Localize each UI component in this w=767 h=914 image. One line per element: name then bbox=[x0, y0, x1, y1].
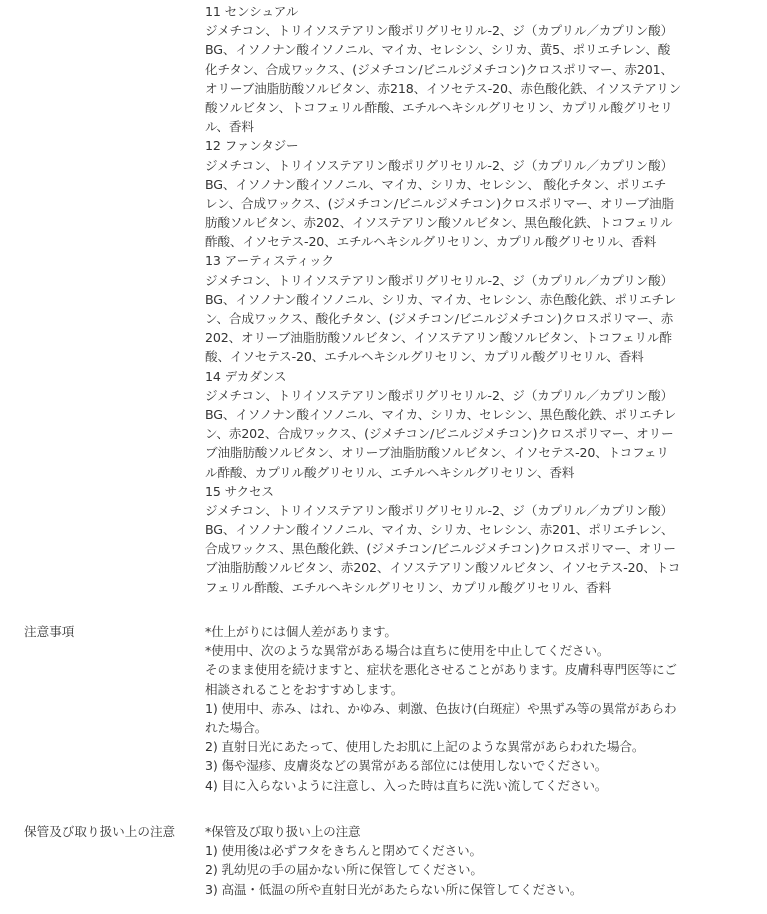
storage-line: 3) 高温・低温の所や直射日光があたらない所に保管してください。 bbox=[205, 881, 583, 897]
storage-body bbox=[205, 822, 753, 899]
shade-name: 11 センシュアル bbox=[205, 4, 299, 19]
ingredient-line: ジメチコン、トリイソステアリン酸ポリグリセリル-2、ジ（カプリル／カプリン酸） bbox=[205, 387, 674, 403]
ingredient-entry bbox=[205, 2, 753, 136]
shade-name: 15 サクセス bbox=[205, 483, 274, 499]
storage-line: 2) 乳幼児の手の届かない所に保管してください。 bbox=[205, 862, 483, 878]
ingredient-line: 202、オリーブ油脂肪酸ソルビタン、イソステアリン酸ソルビタン、トコフェリル酢 bbox=[205, 330, 672, 346]
ingredient-line: ン、赤202、合成ワックス、(ジメチコン/ビニルジメチコン)クロスポリマー、オリー bbox=[205, 426, 674, 442]
ingredient-line: BG、イソノナン酸イソノニル、マイカ、シリカ、セレシン、黒色酸化鉄、ポリエチレ bbox=[205, 406, 677, 422]
ingredient-line: BG、イソノナン酸イソノニル、マイカ、シリカ、セレシン、 酸化チタン、ポリエチ bbox=[205, 176, 667, 192]
ingredient-line: BG、イソノナン酸イソノニル、シリカ、マイカ、セレシン、赤色酸化鉄、ポリエチレ bbox=[205, 291, 677, 307]
ingredient-entry bbox=[205, 482, 753, 597]
ingredient-entry bbox=[205, 136, 753, 251]
ingredient-line: ジメチコン、トリイソステアリン酸ポリグリセリル-2、ジ（カプリル／カプリン酸） bbox=[205, 272, 674, 288]
precaution-line: そのまま使用を続けますと、症状を悪化させることがあります。皮膚科専門医等にご bbox=[205, 662, 677, 678]
ingredient-line: ジメチコン、トリイソステアリン酸ポリグリセリル-2、ジ（カプリル／カプリン酸） bbox=[205, 502, 674, 518]
ingredient-line: ジメチコン、トリイソステアリン酸ポリグリセリル-2、ジ（カプリル／カプリン酸） bbox=[205, 23, 674, 39]
ingredient-line: ン、合成ワックス、酸化チタン、(ジメチコン/ビニルジメチコン)クロスポリマー、赤 bbox=[205, 311, 674, 326]
ingredient-line: ル酢酸、カプリル酸グリセリル、エチルヘキシルグリセリン、香料 bbox=[205, 464, 575, 480]
ingredient-line: ブ油脂肪酸ソルビタン、オリーブ油脂肪酸ソルビタン、イソセテス-20、トコフェリ bbox=[205, 445, 669, 461]
precautions-body bbox=[205, 622, 753, 795]
shade-name: 14 デカダンス bbox=[205, 368, 287, 384]
ingredient-entry bbox=[205, 251, 753, 366]
ingredient-line: フェリル酢酸、エチルヘキシルグリセリン、カプリル酸グリセリル、香料 bbox=[205, 579, 611, 595]
storage-label: 保管及び取り扱い上の注意 bbox=[24, 824, 176, 839]
ingredient-line: ジメチコン、トリイソステアリン酸ポリグリセリル-2、ジ（カプリル／カプリン酸） bbox=[205, 157, 674, 173]
ingredient-line: 酢酸、イソセテス-20、エチルヘキシルグリセリン、カプリル酸グリセリル、香料 bbox=[205, 234, 657, 250]
shade-name: 13 アーティスティック bbox=[205, 253, 334, 269]
ingredient-line: ブ油脂肪酸ソルビタン、赤202、イソステアリン酸ソルビタン、イソセテス-20、トコ bbox=[205, 560, 681, 576]
ingredient-line: 酸、イソセテス-20、エチルヘキシルグリセリン、カプリル酸グリセリル、香料 bbox=[205, 349, 644, 365]
precaution-line: 4) 目に入らないように注意し、入った時は直ちに洗い流してください。 bbox=[205, 777, 608, 793]
ingredient-line: 肪酸ソルビタン、赤202、イソステアリン酸ソルビタン、黒色酸化鉄、トコフェリル bbox=[205, 215, 673, 231]
precaution-line: れた場合。 bbox=[205, 719, 268, 735]
storage-line: *保管及び取り扱い上の注意 bbox=[205, 824, 361, 839]
ingredient-line: 合成ワックス、黒色酸化鉄、(ジメチコン/ビニルジメチコン)クロスポリマー、オリー bbox=[205, 541, 676, 557]
ingredient-line: オリーブ油脂肪酸ソルビタン、赤218、イソセテス-20、赤色酸化鉄、イソステアリン bbox=[205, 80, 682, 96]
ingredient-line: BG、イソノナン酸イソノニル、マイカ、シリカ、セレシン、赤201、ポリエチレン、 bbox=[205, 522, 674, 538]
precautions-label: 注意事項 bbox=[24, 624, 75, 639]
precaution-line: *使用中、次のような異常がある場合は直ちに使用を中止してください。 bbox=[205, 643, 610, 659]
ingredients-list bbox=[205, 2, 753, 597]
precaution-line: 相談されることをおすすめします。 bbox=[205, 681, 404, 697]
ingredient-line: BG、イソノナン酸イソノニル、マイカ、セレシン、シリカ、黄5、ポリエチレン、酸 bbox=[205, 42, 671, 58]
storage-line: 1) 使用後は必ずフタをきちんと閉めてください。 bbox=[205, 843, 482, 859]
ingredient-entry bbox=[205, 367, 753, 482]
ingredient-line: 化チタン、合成ワックス、(ジメチコン/ビニルジメチコン)クロスポリマー、赤201、 bbox=[205, 61, 673, 77]
precaution-line: *仕上がりには個人差があります。 bbox=[205, 624, 397, 639]
ingredient-line: ル、香料 bbox=[205, 119, 254, 135]
precaution-line: 1) 使用中、赤み、はれ、かゆみ、刺激、色抜け(白斑症）や黒ずみ等の異常があらわ bbox=[205, 700, 677, 716]
ingredient-line: 酸ソルビタン、トコフェリル酢酸、エチルヘキシルグリセリン、カプリル酸グリセリ bbox=[205, 99, 673, 115]
precaution-line: 2) 直射日光にあたって、使用したお肌に上記のような異常があらわれた場合。 bbox=[205, 739, 645, 755]
ingredient-line: レン、合成ワックス、(ジメチコン/ビニルジメチコン)クロスポリマー、オリーブ油脂 bbox=[205, 195, 674, 211]
precaution-line: 3) 傷や湿疹、皮膚炎などの異常がある部位には使用しないでください。 bbox=[205, 758, 608, 774]
shade-name: 12 ファンタジー bbox=[205, 138, 299, 154]
